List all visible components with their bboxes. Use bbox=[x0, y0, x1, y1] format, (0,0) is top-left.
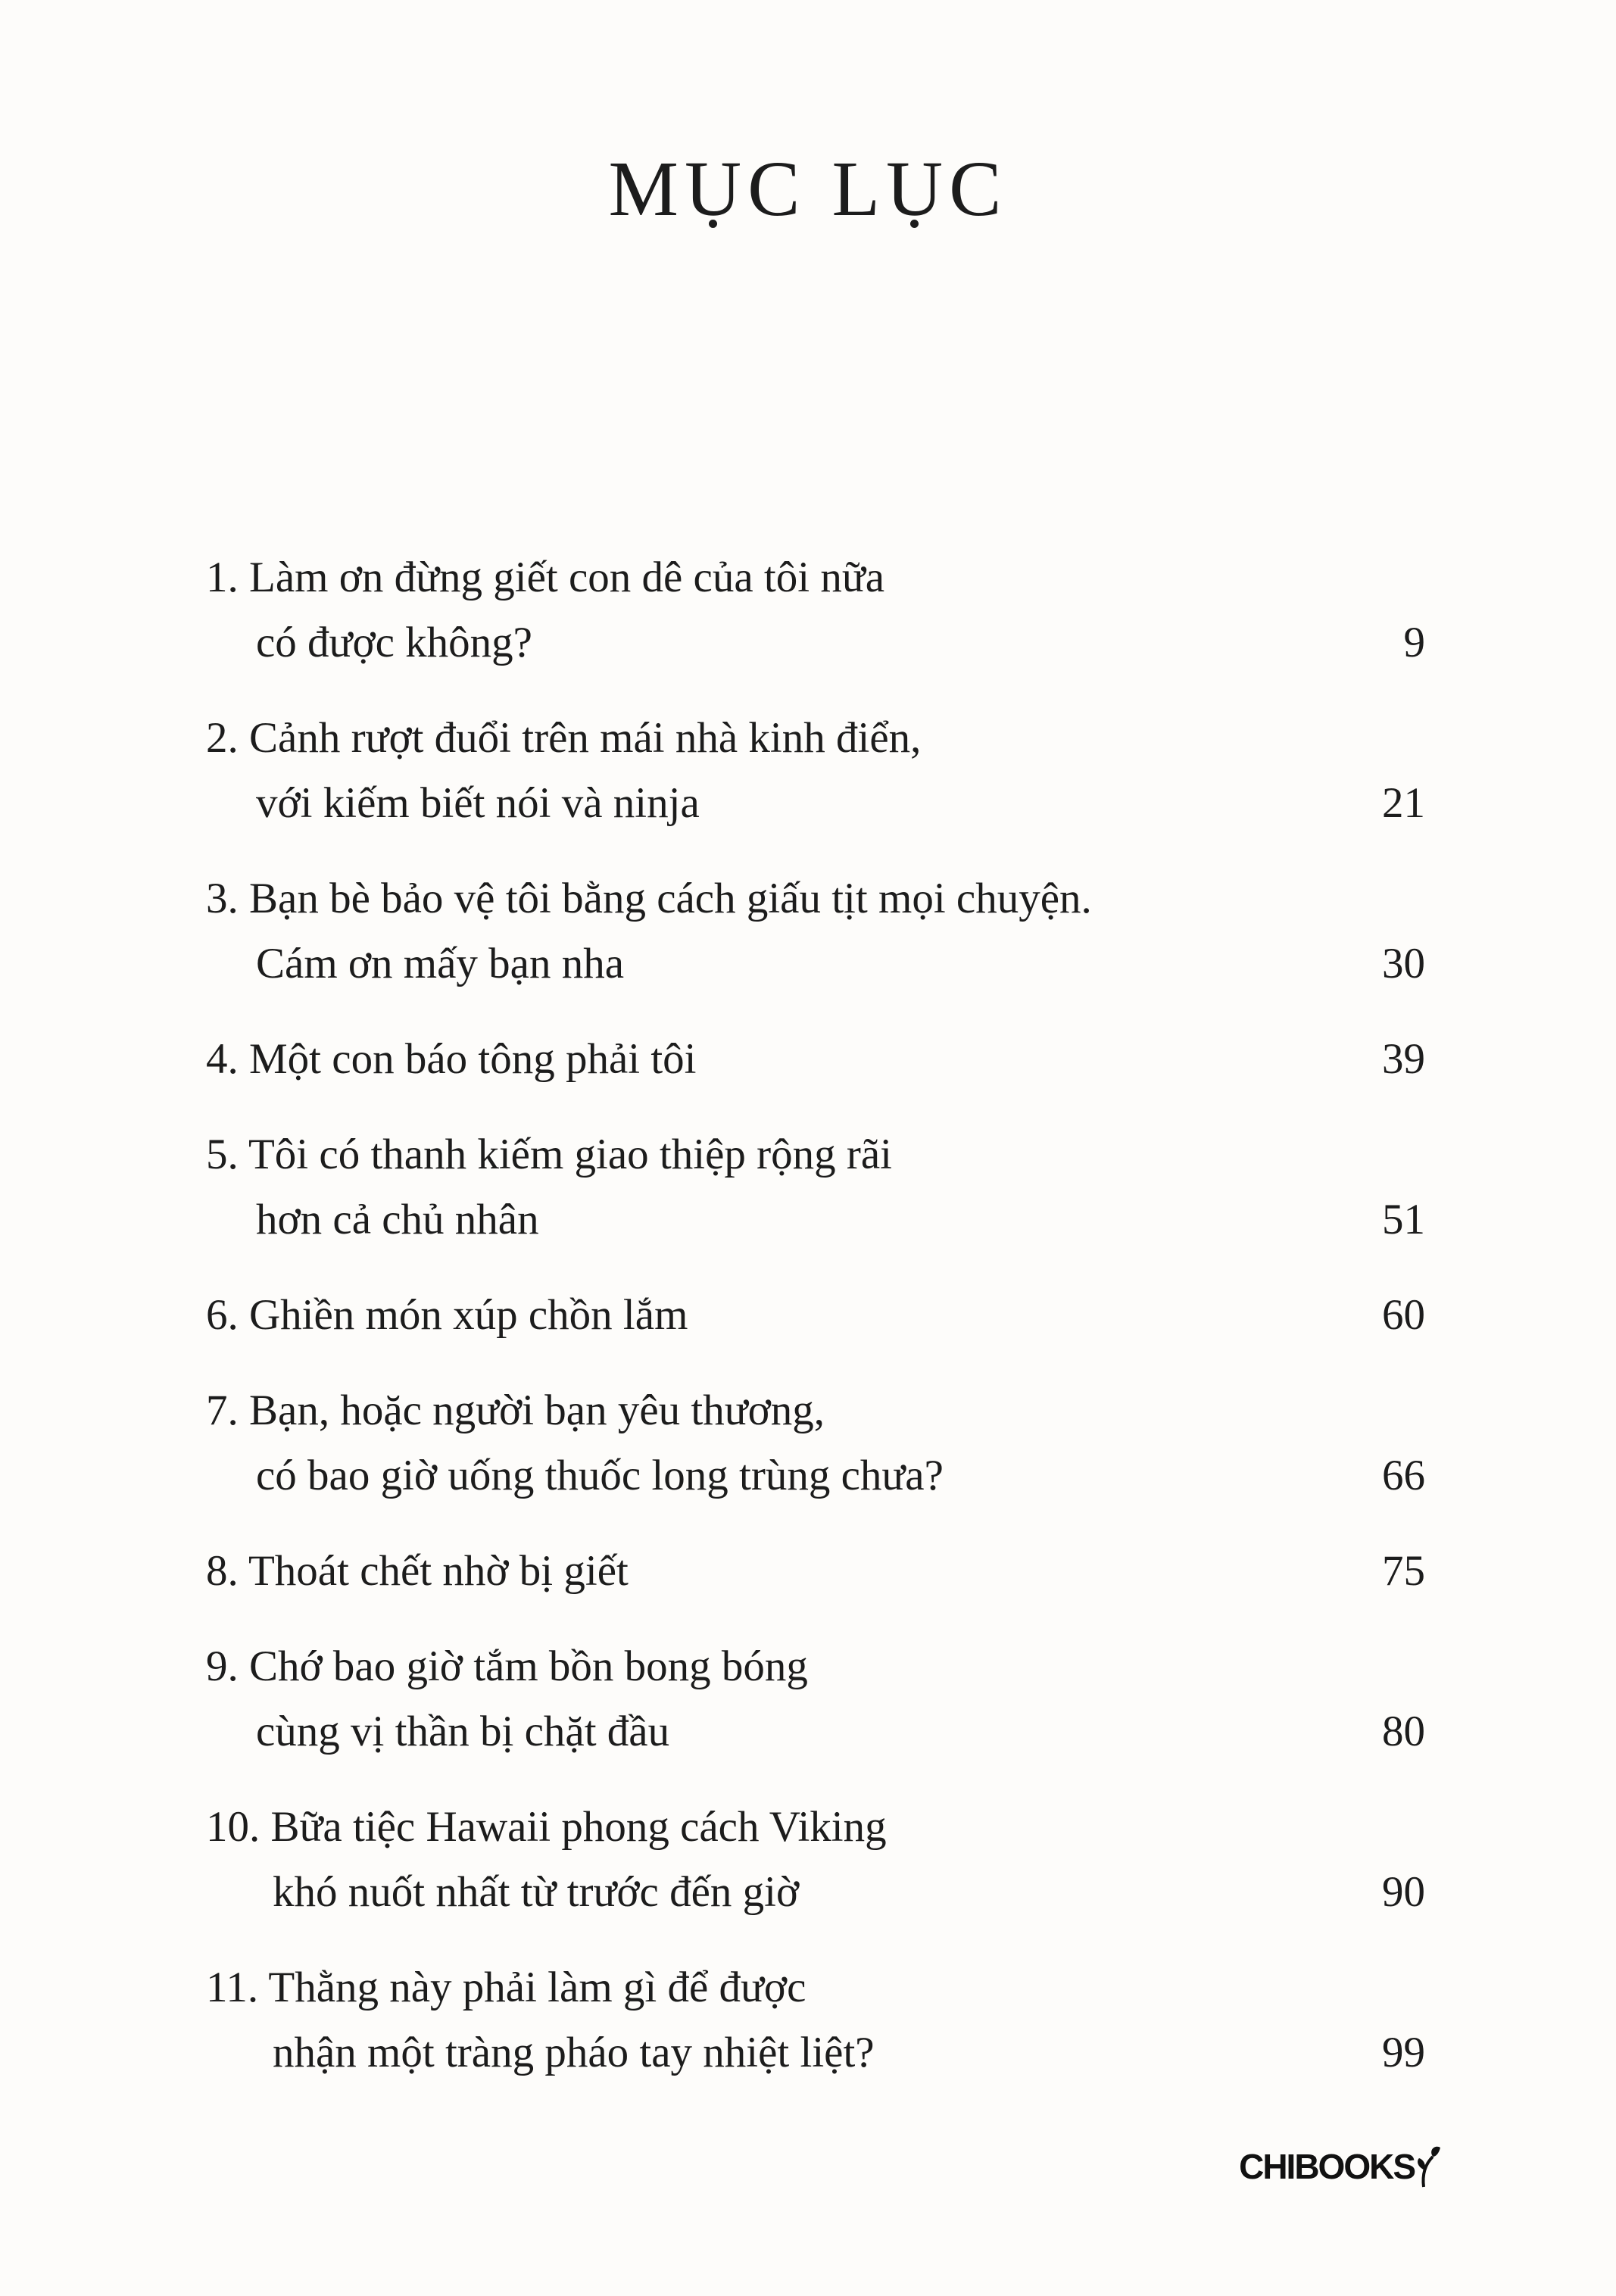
toc-entry-number: 6. bbox=[206, 1291, 239, 1339]
toc-entry-title: 4. Một con báo tông phải tôi bbox=[206, 1035, 697, 1083]
toc-entry-title-cont: có bao giờ uống thuốc long trùng chưa? bbox=[256, 1452, 944, 1499]
toc-page-number: 80 bbox=[1382, 1708, 1425, 1755]
toc-entry-title: 7. Bạn, hoặc người bạn yêu thương, bbox=[206, 1387, 825, 1434]
toc-entry-number: 8. bbox=[206, 1547, 239, 1595]
toc-entry-title: 8. Thoát chết nhờ bị giết bbox=[206, 1547, 629, 1595]
toc-entry-number: 7. bbox=[206, 1387, 239, 1434]
toc-entry-title: 11. Thằng này phải làm gì để được bbox=[206, 1964, 806, 2011]
toc-entry-3 bbox=[206, 866, 1448, 997]
toc-entry-11 bbox=[206, 1955, 1448, 2085]
toc-entry-title-cont: Cám ơn mấy bạn nha bbox=[256, 940, 625, 987]
toc-entry-1 bbox=[206, 545, 1448, 675]
toc-entry-title-cont: cùng vị thần bị chặt đầu bbox=[256, 1708, 670, 1755]
toc-entry-10 bbox=[206, 1795, 1448, 1925]
publisher-logo-text: CHIBOOKS bbox=[1239, 2147, 1415, 2186]
toc-page-number: 9 bbox=[1403, 619, 1425, 666]
toc-page-number: 21 bbox=[1382, 779, 1425, 827]
toc-page-number: 75 bbox=[1382, 1547, 1425, 1595]
toc-entry-title-cont: với kiếm biết nói và ninja bbox=[256, 779, 700, 827]
toc-entry-8 bbox=[206, 1539, 1448, 1604]
toc-entry-5 bbox=[206, 1122, 1448, 1253]
toc-entry-title: 1. Làm ơn đừng giết con dê của tôi nữa bbox=[206, 554, 885, 601]
toc-entry-title-cont: hơn cả chủ nhân bbox=[256, 1196, 539, 1243]
publisher-logo bbox=[1239, 2145, 1442, 2188]
toc-entry-title: 3. Bạn bè bảo vệ tôi bằng cách giấu tịt mọi chuyện. bbox=[206, 875, 1092, 922]
toc-entry-4 bbox=[206, 1027, 1448, 1092]
toc-entry-title-cont: nhận một tràng pháo tay nhiệt liệt? bbox=[273, 2029, 875, 2076]
table-of-contents bbox=[206, 545, 1448, 2085]
toc-page-number: 99 bbox=[1382, 2029, 1425, 2076]
toc-entry-title-cont: có được không? bbox=[256, 619, 532, 666]
toc-entry-number: 1. bbox=[206, 554, 239, 601]
toc-entry-2 bbox=[206, 706, 1448, 836]
toc-entry-7 bbox=[206, 1378, 1448, 1508]
toc-entry-title: 2. Cảnh rượt đuổi trên mái nhà kinh điển, bbox=[206, 714, 922, 762]
toc-entry-number: 3. bbox=[206, 875, 239, 922]
toc-entry-title: 9. Chớ bao giờ tắm bồn bong bóng bbox=[206, 1642, 808, 1690]
toc-entry-number: 11. bbox=[206, 1964, 259, 2011]
toc-page-number: 39 bbox=[1382, 1035, 1425, 1083]
leaf-sprout-icon bbox=[1416, 2145, 1442, 2188]
toc-entry-title: 10. Bữa tiệc Hawaii phong cách Viking bbox=[206, 1803, 887, 1851]
toc-entry-title: 5. Tôi có thanh kiếm giao thiệp rộng rãi bbox=[206, 1131, 893, 1178]
toc-page-number: 90 bbox=[1382, 1868, 1425, 1916]
toc-page-number: 60 bbox=[1382, 1291, 1425, 1339]
toc-entry-title: 6. Ghiền món xúp chồn lắm bbox=[206, 1291, 688, 1339]
toc-entry-number: 4. bbox=[206, 1035, 239, 1083]
toc-entry-number: 9. bbox=[206, 1642, 239, 1690]
toc-entry-number: 10. bbox=[206, 1803, 260, 1851]
toc-entry-number: 5. bbox=[206, 1131, 239, 1178]
toc-entry-6 bbox=[206, 1283, 1448, 1348]
page-title: MỤC LỤC bbox=[608, 145, 1008, 232]
toc-entry-title-cont: khó nuốt nhất từ trước đến giờ bbox=[273, 1868, 800, 1916]
toc-page-number: 66 bbox=[1382, 1452, 1425, 1499]
toc-entry-number: 2. bbox=[206, 714, 239, 762]
toc-entry-9 bbox=[206, 1634, 1448, 1764]
toc-page-number: 51 bbox=[1382, 1196, 1425, 1243]
toc-page-number: 30 bbox=[1382, 940, 1425, 987]
